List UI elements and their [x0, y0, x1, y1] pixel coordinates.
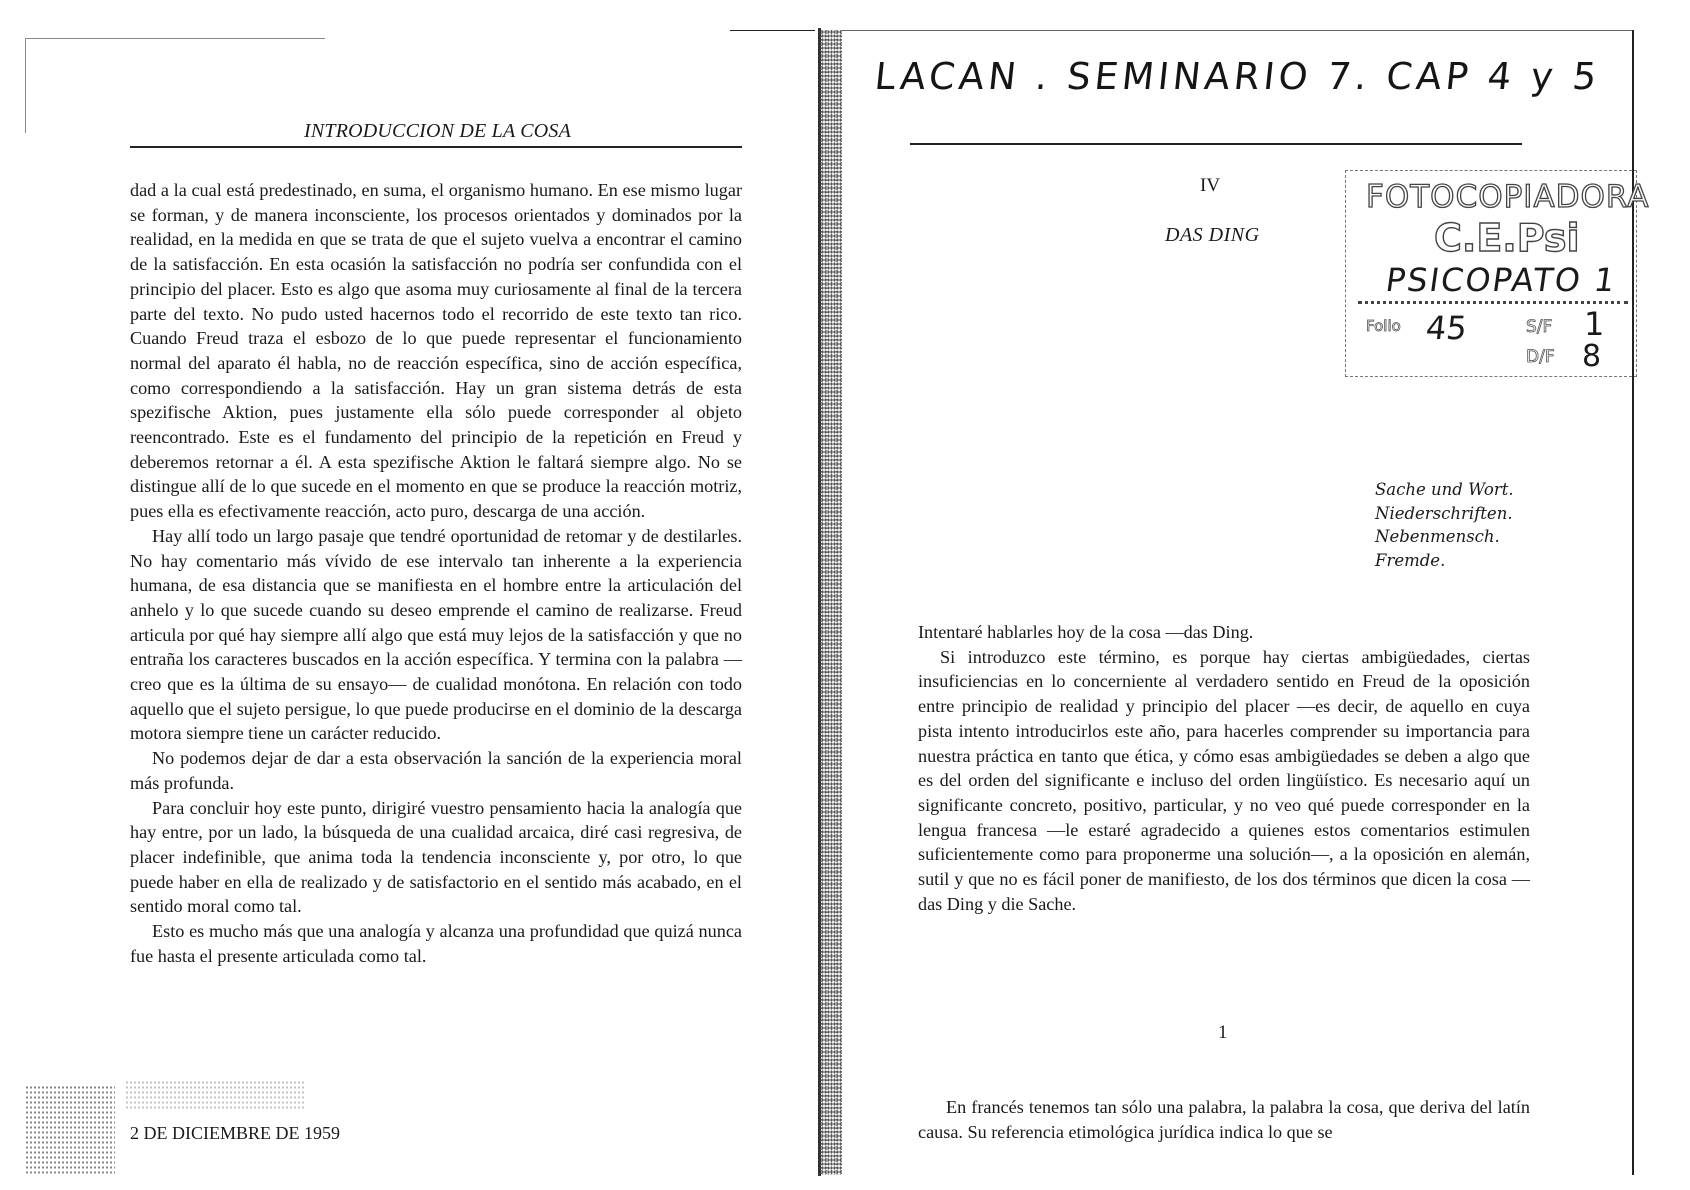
stamp-handwritten-course: PSICOPATO 1 [1383, 261, 1620, 299]
section-date-footer: 2 DE DICIEMBRE DE 1959 [130, 1123, 340, 1143]
top-scan-line-left [25, 38, 325, 39]
stamp-organization: FOTOCOPIADORA [1366, 179, 1650, 215]
bottom-left-speckle-2 [125, 1080, 305, 1110]
right-paragraph: En francés tenemos tan sólo una palabra, la palabra la cosa, que deriva del latín causa. Su referencia etimológica jurídica indica lo que se [918, 1097, 1530, 1142]
top-scan-line-center [730, 30, 815, 31]
right-body-text [918, 620, 1530, 916]
stamp-dotted-divider [1358, 301, 1628, 304]
stamp-folio-label: Folio [1366, 317, 1401, 335]
right-paragraph: Si introduzco este término, es porque hay ciertas ambigüedades, ciertas insuficiencias en lo concerniente al verdadero sentido en Freud de la oposición entre principio de realidad y principio del placer —es decir, de aquello en cuya pista intento introducirlos este año, para hacerles comprender su importancia para nuestra práctica en tanto que ética, y cómo esas ambigüedades se deben a algo que es del orden del significante e incluso del orden lingüístico. Es necesario aquí un significante concreto, positivo, particular, y no veo qué puede corresponder en la lengua francesa —le estaré agradecido a quienes estos comentarios estimulen suficientemente como para proponerme una solución—, a la oposición en alemán, sutil y que no es fácil poner de manifiesto, de los dos términos que dicen la cosa — das Ding y die Sache. [918, 646, 1530, 914]
right-paragraph: Intentaré hablarles hoy de la cosa —das Ding. [918, 622, 1254, 642]
photocopy-stamp [1345, 170, 1650, 377]
chapter-rule [910, 143, 1522, 145]
left-frame-edge [25, 38, 26, 133]
stamp-folio-value: 45 [1424, 309, 1469, 347]
left-paragraph: Para concluir hoy este punto, dirigiré vuestro pensamiento hacia la analogía que hay entre, por un lado, la búsqueda de una cualidad arcaica, diré casi regresiva, de placer indefinible, que anima toda la tendencia inconsciente y, por otro, lo que puede haber en ella de realizado y de satisfactorio en el sentido más acabado, en el sentido moral como tal. [130, 797, 742, 917]
right-bottom-text [918, 1095, 1530, 1144]
left-paragraph: Hay allí todo un largo pasaje que tendré oportunidad de retomar y de destilarles. No hay comentario más vívido de ese intervalo tan inherente a la experiencia humana, de esa distancia que se manifiesta en el hombre entre la articulación del anhelo y lo que sucede cuando su deseo emprende el camino de realizarse. Freud articula por qué hay siempre allí algo que está muy lejos de la satisfacción y que no entraña los caracteres buscados en la acción específica. Y termina con la palabra —creo que es la última de su ensayo— de cualidad monótona. En relación con todo aquello que el sujeto persigue, lo que puede producirse en el dominio de la descarga motora siempre tiene un carácter reducido. [130, 525, 742, 744]
left-body-text [130, 178, 742, 969]
stamp-sf-label: S/F [1526, 317, 1553, 337]
stamp-df-label: D/F [1526, 347, 1555, 367]
chapter-title: DAS DING [1165, 224, 1260, 246]
running-head: INTRODUCCION DE LA COSA [303, 120, 572, 142]
stamp-department: C.E.Psi [1434, 216, 1580, 260]
bottom-left-speckle [25, 1085, 115, 1175]
epigraph-line: Fremde. [1375, 550, 1446, 570]
chapter-number: IV [1200, 175, 1221, 196]
epigraph-line: Niederschriften. [1375, 503, 1513, 523]
left-paragraph: Esto es mucho más que una analogía y alcanza una profundidad que quizá nunca fue hasta el presente articulada como tal. [130, 921, 742, 966]
running-head-rule [130, 146, 742, 148]
top-scan-line-right [842, 30, 1632, 31]
page-spine-shadow [818, 30, 842, 1175]
epigraph-line: Sache und Wort. [1375, 480, 1514, 499]
epigraph [1375, 478, 1514, 572]
section-number: 1 [1218, 1022, 1228, 1043]
stamp-df-value: 8 [1582, 339, 1602, 374]
epigraph-line: Nebenmensch. [1375, 527, 1500, 546]
left-paragraph: dad a la cual está predestinado, en suma, el organismo humano. En ese mismo lugar se forman, y de manera inconsciente, los procesos orientados y dominados por la realidad, en la medida en que se trata de que el sujeto vuelva a encontrar el camino de la satisfacción. En esta ocasión la satisfacción no podría ser confundida con el principio del placer. Esto es algo que asoma muy curiosamente al final de la tercera parte del texto. No pudo usted hacernos todo el recorrido de este texto tan rico. Cuando Freud traza el esbozo de lo que puede representar el funcionamiento normal del aparato él habla, no de reacción específica, sino de acción específica, como correspondiendo a la satisfacción. Hay un gran sistema detrás de esta spezifische Aktion, pues justamente ella sólo puede corresponder al objeto reencontrado. Este es el fundamento del principio de la repetición en Freud y deberemos retornar a él. A esta spezifische Aktion le faltará siempre algo. No se distingue allí de lo que sucede en el momento en que se produce la reacción motriz, pues ella es efectivamente reacción, acto puro, descarga de una acción. [130, 180, 742, 522]
left-paragraph: No podemos dejar de dar a esta observación la sanción de la experiencia moral más profunda. [130, 748, 742, 793]
stamp-sf-value: 1 [1584, 305, 1605, 343]
handwritten-header: LACAN . SEMINARIO 7. CAP 4 y 5 [872, 55, 1603, 98]
